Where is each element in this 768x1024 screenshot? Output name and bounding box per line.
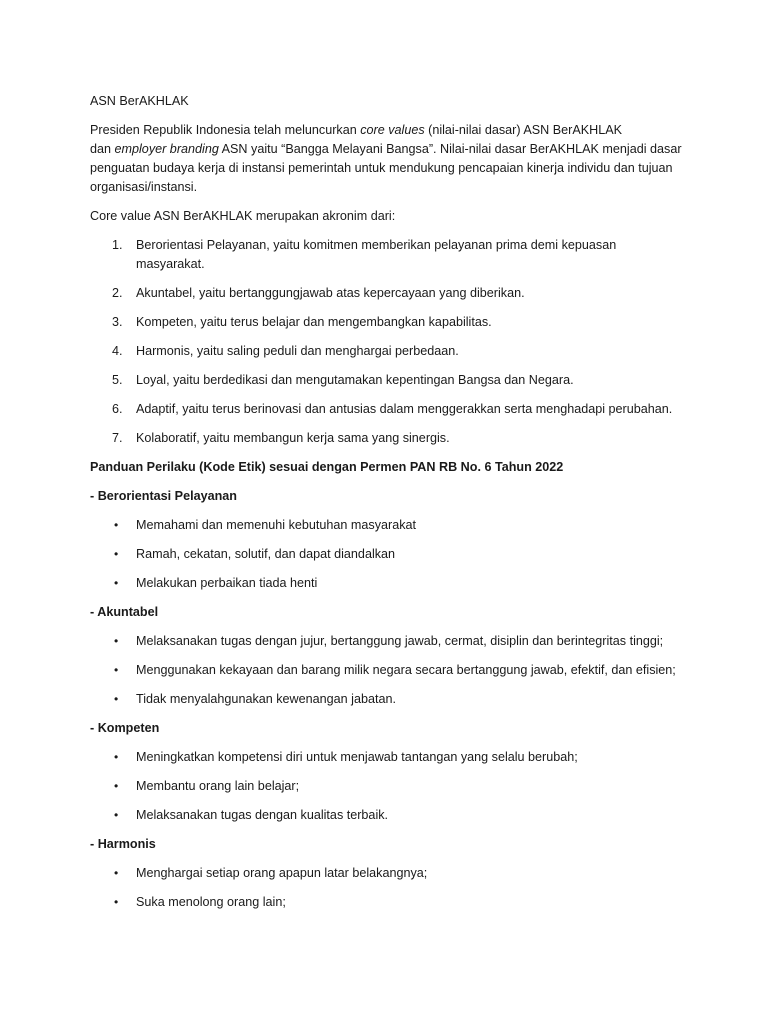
intro-line-2	[90, 140, 688, 197]
list-item	[90, 313, 688, 332]
intro-text: ASN yaitu “Bangga Melayani Bangsa”. Nilai-nilai dasar BerAKHLAK menjadi dasar penguatan budaya kerja di instansi pemerintah untuk mendukung pencapaian kinerja individu dan tujuan organisasi/instansi.	[90, 142, 682, 194]
list-item-text: Melaksanakan tugas dengan kualitas terbaik.	[136, 808, 389, 822]
intro-text: (nilai-nilai dasar) ASN BerAKHLAK	[424, 123, 623, 137]
intro-line-1	[90, 121, 688, 140]
list-item	[90, 893, 688, 912]
bullet-list	[90, 632, 688, 709]
bullet-icon: •	[114, 750, 119, 764]
list-item-text: Melakukan perbaikan tiada henti	[136, 576, 318, 590]
list-item	[90, 864, 688, 883]
bullet-icon: •	[114, 518, 119, 532]
list-item	[90, 429, 688, 448]
bullet-icon: •	[114, 634, 119, 648]
list-item-text: Membantu orang lain belajar;	[136, 779, 300, 793]
list-item-text: Tidak menyalahgunakan kewenangan jabatan.	[136, 692, 396, 706]
list-item-text: Meningkatkan kompetensi diri untuk menjawab tantangan yang selalu berubah;	[136, 750, 578, 764]
list-item	[90, 632, 688, 651]
list-item	[90, 236, 688, 274]
list-item-text: Ramah, cekatan, solutif, dan dapat diandalkan	[136, 547, 396, 561]
list-item-text: Menggunakan kekayaan dan barang milik negara secara bertanggung jawab, efektif, dan efisien;	[136, 663, 676, 677]
list-item	[90, 342, 688, 361]
list-item-text: Melaksanakan tugas dengan jujur, bertanggung jawab, cermat, disiplin dan berintegritas tinggi;	[136, 634, 664, 648]
list-item-text: Memahami dan memenuhi kebutuhan masyarakat	[136, 518, 417, 532]
guide-title: Panduan Perilaku (Kode Etik) sesuai dengan Permen PAN RB No. 6 Tahun 2022	[90, 460, 564, 474]
list-item	[90, 516, 688, 535]
bullet-icon: •	[114, 663, 119, 677]
list-item-text: Kompeten, yaitu terus belajar dan mengembangkan kapabilitas.	[136, 315, 492, 329]
list-item	[90, 545, 688, 564]
intro-text: Presiden Republik Indonesia telah meluncurkan	[90, 123, 361, 137]
bullet-icon: •	[114, 692, 119, 706]
intro-emphasis-core-values: core values	[360, 123, 425, 137]
section-heading-kompeten: - Kompeten	[90, 721, 160, 735]
bullet-list	[90, 864, 688, 912]
list-number: 2.	[112, 286, 123, 300]
list-number: 6.	[112, 402, 123, 416]
list-item	[90, 371, 688, 390]
list-item-text: Harmonis, yaitu saling peduli dan menghargai perbedaan.	[136, 344, 459, 358]
list-number: 4.	[112, 344, 123, 358]
list-item	[90, 777, 688, 796]
list-item-text: Menghargai setiap orang apapun latar belakangnya;	[136, 866, 428, 880]
list-item-text: Berorientasi Pelayanan, yaitu komitmen memberikan pelayanan prima demi kepuasan masyarakat.	[136, 238, 617, 271]
intro-paragraph	[90, 121, 688, 197]
core-values-list	[90, 236, 688, 448]
list-item-text: Kolaboratif, yaitu membangun kerja sama yang sinergis.	[136, 431, 450, 445]
list-item	[90, 400, 688, 419]
bullet-icon: •	[114, 866, 119, 880]
core-value-intro: Core value ASN BerAKHLAK merupakan akronim dari:	[90, 209, 396, 223]
list-number: 1.	[112, 238, 123, 252]
list-item	[90, 748, 688, 767]
section-heading-akuntabel: - Akuntabel	[90, 605, 159, 619]
bullet-list	[90, 748, 688, 825]
list-item	[90, 284, 688, 303]
bullet-icon: •	[114, 779, 119, 793]
section-heading-berorientasi-pelayanan: - Berorientasi Pelayanan	[90, 489, 237, 503]
list-item-text: Suka menolong orang lain;	[136, 895, 286, 909]
bullet-icon: •	[114, 547, 119, 561]
list-number: 5.	[112, 373, 123, 387]
section-heading-harmonis: - Harmonis	[90, 837, 156, 851]
document-title: ASN BerAKHLAK	[90, 94, 189, 108]
list-item-text: Akuntabel, yaitu bertanggungjawab atas kepercayaan yang diberikan.	[136, 286, 525, 300]
intro-emphasis-employer-branding: employer branding	[114, 142, 219, 156]
list-item-text: Loyal, yaitu berdedikasi dan mengutamakan kepentingan Bangsa dan Negara.	[136, 373, 574, 387]
bullet-list	[90, 516, 688, 593]
list-item	[90, 574, 688, 593]
bullet-icon: •	[114, 895, 119, 909]
list-number: 7.	[112, 431, 123, 445]
bullet-icon: •	[114, 808, 119, 822]
list-item	[90, 690, 688, 709]
list-number: 3.	[112, 315, 123, 329]
list-item	[90, 806, 688, 825]
bullet-icon: •	[114, 576, 119, 590]
list-item-text: Adaptif, yaitu terus berinovasi dan antusias dalam menggerakkan serta menghadapi perubahan.	[136, 402, 673, 416]
list-item	[90, 661, 688, 680]
intro-text: dan	[90, 142, 115, 156]
